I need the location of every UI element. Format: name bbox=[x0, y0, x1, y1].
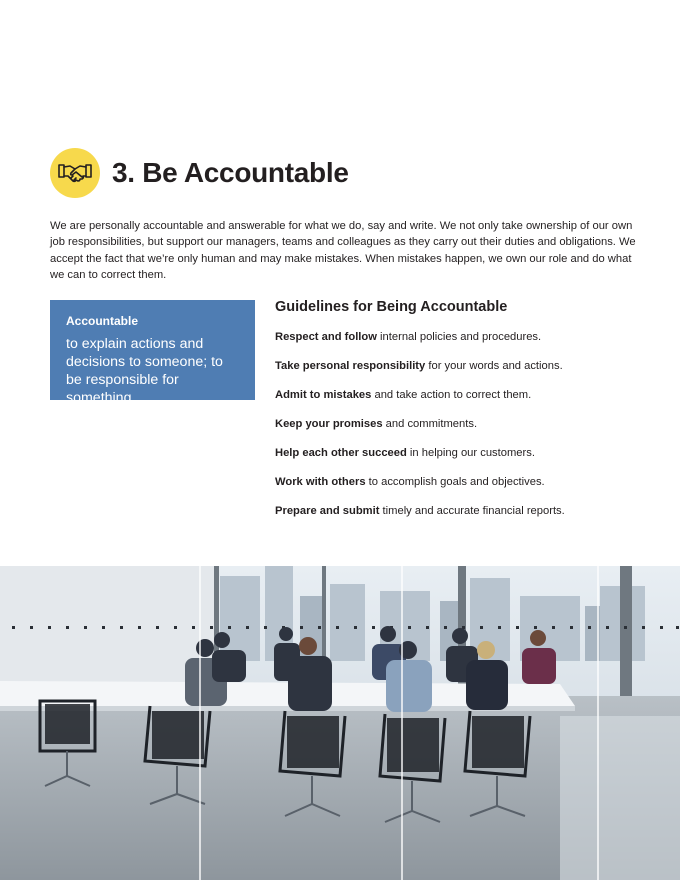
guideline-item bbox=[275, 504, 635, 533]
page-title: 3. Be Accountable bbox=[112, 157, 349, 188]
guideline-item bbox=[275, 330, 635, 359]
guideline-rest: for your words and actions. bbox=[425, 360, 563, 372]
section-icon-badge bbox=[50, 148, 100, 198]
guideline-item bbox=[275, 388, 635, 417]
section-heading bbox=[50, 147, 349, 199]
guideline-bold: Help each other succeed bbox=[275, 447, 407, 459]
guideline-bold: Admit to mistakes bbox=[275, 389, 372, 401]
guideline-bold: Keep your promises bbox=[275, 418, 383, 430]
guideline-rest: and take action to correct them. bbox=[371, 389, 532, 401]
guideline-rest: internal policies and procedures. bbox=[376, 331, 542, 343]
guidelines-title: Guidelines for Being Accountable bbox=[275, 299, 508, 315]
intro-paragraph: We are personally accountable and answerable for what we do, say and write. We not only take ownership of our own job responsibilities, but support our managers, teams and colleagues as they carry out their duties and obligations. We accept the fact that we’re only human and may make mistakes. When mistakes happen, we own our role and do what we can to correct them. bbox=[50, 220, 636, 281]
guideline-bold: Take personal responsibility bbox=[275, 360, 426, 372]
guideline-item bbox=[275, 359, 635, 388]
guidelines-list bbox=[275, 330, 635, 533]
definition-term: Accountable bbox=[66, 314, 139, 328]
guideline-bold: Prepare and submit bbox=[275, 505, 380, 517]
guideline-rest: to accomplish goals and objectives. bbox=[365, 476, 545, 488]
guideline-rest: timely and accurate financial reports. bbox=[379, 505, 565, 517]
guideline-rest: and commitments. bbox=[382, 418, 478, 430]
definition-text: to explain actions and decisions to someone; to be responsible for something bbox=[66, 336, 223, 406]
guideline-item bbox=[275, 417, 635, 446]
meeting-photo bbox=[0, 566, 680, 880]
definition-box bbox=[50, 300, 255, 406]
handshake-icon bbox=[58, 162, 92, 184]
guideline-bold: Respect and follow bbox=[275, 331, 377, 343]
meeting-illustration bbox=[0, 566, 680, 880]
guideline-item bbox=[275, 446, 635, 475]
guidelines-section bbox=[275, 299, 635, 533]
guideline-bold: Work with others bbox=[275, 476, 366, 488]
guideline-item bbox=[275, 475, 635, 504]
guideline-rest: in helping our customers. bbox=[406, 447, 535, 459]
